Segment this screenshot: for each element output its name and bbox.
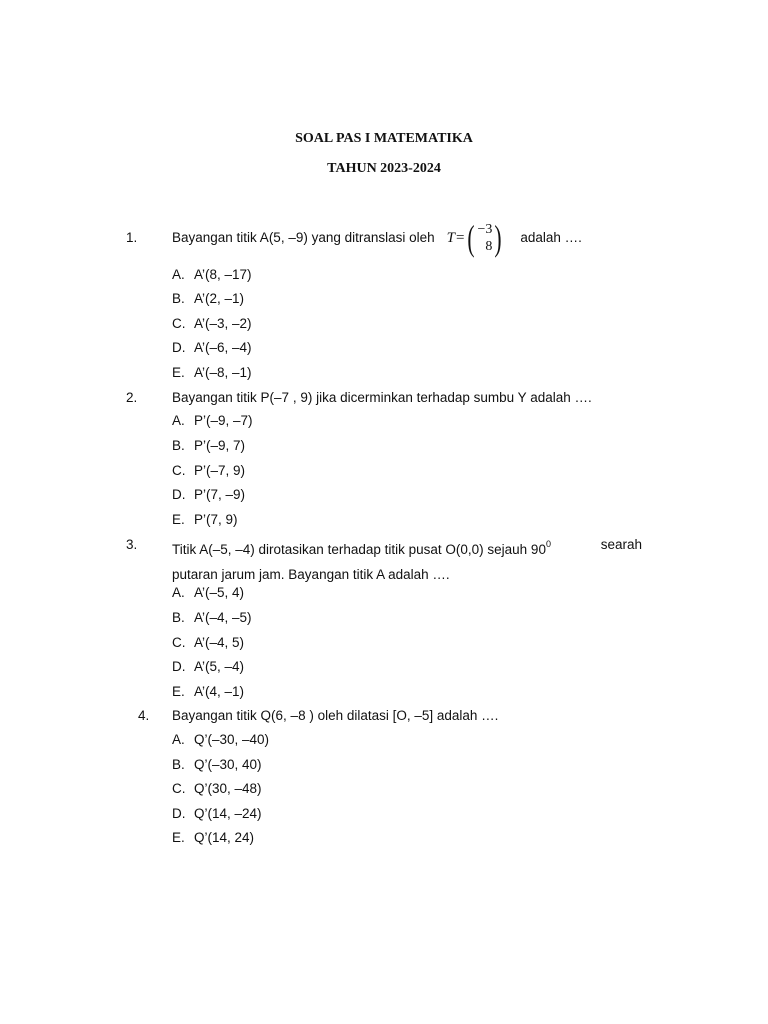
question-1-text-after: adalah …. <box>520 230 582 245</box>
option-text: A’(–4, –5) <box>194 610 252 625</box>
option-4a <box>172 731 269 749</box>
option-3a <box>172 584 244 602</box>
question-3-line-2: putaran jarum jam. Bayangan titik A adalah …. <box>172 567 450 582</box>
option-text: A’(8, –17) <box>194 267 252 282</box>
option-label: C. <box>172 316 186 331</box>
question-2-number: 2. <box>126 390 138 405</box>
option-label: D. <box>172 340 186 355</box>
option-text: A’(5, –4) <box>194 659 245 674</box>
option-label: B. <box>172 757 185 772</box>
option-label: E. <box>172 512 185 527</box>
option-label: D. <box>172 487 186 502</box>
question-3-line-1-end: searah <box>600 537 642 552</box>
degree-sign: 0 <box>545 539 551 549</box>
option-text: P’(7, –9) <box>194 487 246 502</box>
option-label: B. <box>172 438 185 453</box>
vector-bottom: 8 <box>485 239 493 254</box>
option-text: A’(–3, –2) <box>194 316 252 331</box>
option-label: C. <box>172 781 186 796</box>
option-text: Q’(14, 24) <box>194 830 255 845</box>
option-text: A’(4, –1) <box>194 684 245 699</box>
option-2a <box>172 412 253 430</box>
option-1b <box>172 290 244 308</box>
option-label: E. <box>172 830 185 845</box>
option-text: A’(–8, –1) <box>194 365 252 380</box>
option-3c <box>172 634 244 652</box>
option-2b <box>172 437 245 455</box>
question-3-line-1 <box>172 532 642 562</box>
option-label: A. <box>172 585 185 600</box>
option-label: A. <box>172 267 185 282</box>
question-1-text <box>172 218 582 258</box>
option-text: Q’(–30, –40) <box>194 732 270 747</box>
question-4-number: 4. <box>138 708 150 723</box>
option-4b <box>172 756 262 774</box>
option-1d <box>172 339 252 357</box>
question-4-text: Bayangan titik Q(6, –8 ) oleh dilatasi [O, –5] adalah …. <box>172 708 499 723</box>
option-label: D. <box>172 659 186 674</box>
option-text: Q’(–30, 40) <box>194 757 262 772</box>
option-text: P’(–9, –7) <box>194 413 253 428</box>
option-label: A. <box>172 413 185 428</box>
question-2-text: Bayangan titik P(–7 , 9) jika dicerminkan terhadap sumbu Y adalah …. <box>172 390 592 405</box>
option-text: A’(2, –1) <box>194 291 245 306</box>
option-text: A’(–6, –4) <box>194 340 252 355</box>
question-3-number: 3. <box>126 537 138 552</box>
option-3e <box>172 683 244 701</box>
option-text: P’(–9, 7) <box>194 438 246 453</box>
question-3-line-1-main <box>172 532 551 562</box>
vector-top: −3 <box>477 222 493 237</box>
option-4e <box>172 829 254 847</box>
option-4c <box>172 780 262 798</box>
page-title: SOAL PAS I MATEMATIKA <box>295 131 473 146</box>
option-label: E. <box>172 684 185 699</box>
math-variable-t: T <box>446 230 456 246</box>
option-3b <box>172 609 252 627</box>
question-3-line-1-text: Titik A(–5, –4) dirotasikan terhadap titik pusat O(0,0) sejauh 90 <box>172 542 546 557</box>
option-label: A. <box>172 732 185 747</box>
option-text: A’(–4, 5) <box>194 635 245 650</box>
option-text: Q’(14, –24) <box>194 806 262 821</box>
option-label: C. <box>172 635 186 650</box>
question-1-text-before: Bayangan titik A(5, –9) yang ditranslasi oleh <box>172 230 435 245</box>
column-vector <box>477 221 492 255</box>
page-subtitle: TAHUN 2023-2024 <box>327 161 441 176</box>
option-2d <box>172 486 245 504</box>
math-equals: = <box>456 230 465 246</box>
option-text: P’(7, 9) <box>194 512 238 527</box>
option-label: D. <box>172 806 186 821</box>
option-3d <box>172 658 244 676</box>
left-paren: ( <box>467 218 476 258</box>
option-label: C. <box>172 463 186 478</box>
option-2c <box>172 462 245 480</box>
question-1-number: 1. <box>126 230 138 245</box>
option-1e <box>172 364 252 382</box>
option-text: P’(–7, 9) <box>194 463 246 478</box>
option-text: A’(–5, 4) <box>194 585 245 600</box>
option-text: Q’(30, –48) <box>194 781 262 796</box>
right-paren: ) <box>494 218 502 258</box>
option-label: E. <box>172 365 185 380</box>
option-label: B. <box>172 610 185 625</box>
option-1a <box>172 266 252 284</box>
option-label: B. <box>172 291 185 306</box>
option-1c <box>172 315 252 333</box>
option-4d <box>172 805 262 823</box>
option-2e <box>172 511 238 529</box>
translation-vector <box>447 220 505 256</box>
question-3-text <box>172 532 642 587</box>
